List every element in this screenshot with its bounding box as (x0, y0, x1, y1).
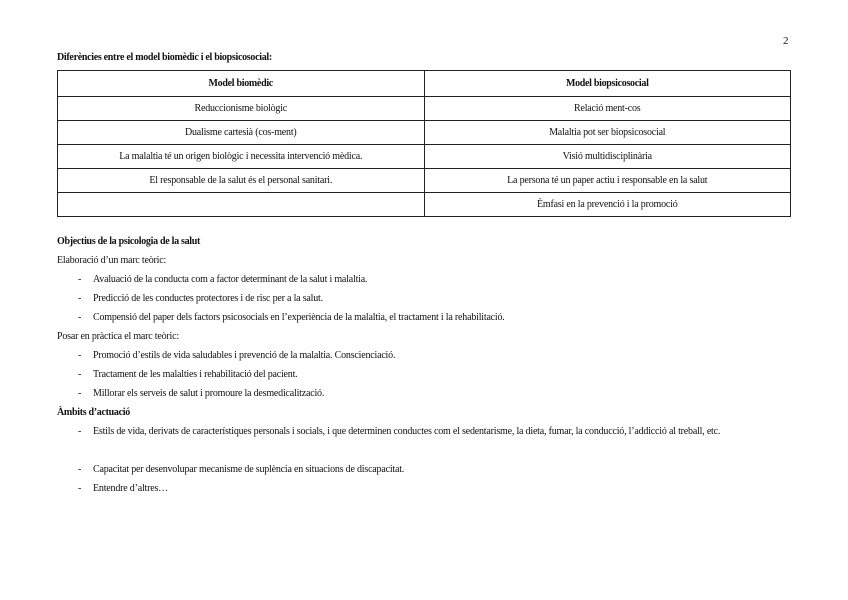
list-item: - Tractament de les malalties i rehabilitació del pacient. (78, 369, 298, 380)
bullet: - (78, 464, 82, 475)
table-row (58, 193, 791, 217)
bullet: - (78, 350, 82, 361)
table-cell: La malaltia té un origen biològic i necessita intervenció mèdica. (58, 145, 425, 169)
bullet: - (78, 483, 82, 494)
section-label: Posar en pràctica el marc teòric: (57, 331, 179, 342)
table-cell: Visió multidisciplinària (424, 145, 791, 169)
bullet: - (78, 388, 82, 399)
table-cell (58, 193, 425, 217)
table-row (58, 121, 791, 145)
comparison-table (57, 70, 791, 217)
table-cell: Reduccionisme biològic (58, 97, 425, 121)
bullet: - (78, 293, 82, 304)
ambits-heading: Àmbits d’actuació (57, 407, 130, 418)
table-row (58, 169, 791, 193)
table-cell: Dualisme cartesià (cos-ment) (58, 121, 425, 145)
table-row (58, 145, 791, 169)
column-header: Model biomèdic (58, 71, 425, 97)
section-label: Elaboració d’un marc teòric: (57, 255, 167, 266)
bullet: - (78, 312, 82, 323)
list-item: - Capacitat per desenvolupar mecanisme de suplència en situacions de discapacitat. (78, 464, 405, 475)
list-item: - Predicció de les conductes protectores i de risc per a la salut. (78, 293, 323, 304)
table-cell: El responsable de la salut és el personal sanitari. (58, 169, 425, 193)
page-number: 2 (783, 35, 789, 47)
table-row (58, 97, 791, 121)
list-item: - Avaluació de la conducta com a factor determinant de la salut i malaltia. (78, 274, 368, 285)
table-cell: La persona té un paper actiu i responsable en la salut (424, 169, 791, 193)
table-header-row (58, 71, 791, 97)
bullet: - (78, 426, 82, 437)
table-cell: Malaltia pot ser biopsicosocial (424, 121, 791, 145)
list-item: - Compensió del paper dels factors psicosocials en l’experiència de la malaltia, el tractament i la rehabilitació. (78, 312, 505, 323)
bullet: - (78, 369, 82, 380)
list-item: - Millorar els serveis de salut i promoure la desmedicalització. (78, 388, 325, 399)
table-cell: Relació ment-cos (424, 97, 791, 121)
list-item: - Entendre d’altres… (78, 483, 168, 494)
list-item: - Estils de vida, derivats de característiques personals i socials, i que determinen conductes com el sedentarisme, la dieta, fumar, la conducció, l’addicció al treball, etc. (78, 426, 721, 437)
table-cell: Èmfasi en la prevenció i la promoció (424, 193, 791, 217)
column-header: Model biopsicosocial (424, 71, 791, 97)
comparison-heading: Diferències entre el model biomèdic i el biopsicosocial: (57, 52, 272, 63)
list-item: - Promoció d’estils de vida saludables i prevenció de la malaltia. Conscienciació. (78, 350, 396, 361)
objectius-heading: Objectius de la psicologia de la salut (57, 236, 201, 247)
bullet: - (78, 274, 82, 285)
